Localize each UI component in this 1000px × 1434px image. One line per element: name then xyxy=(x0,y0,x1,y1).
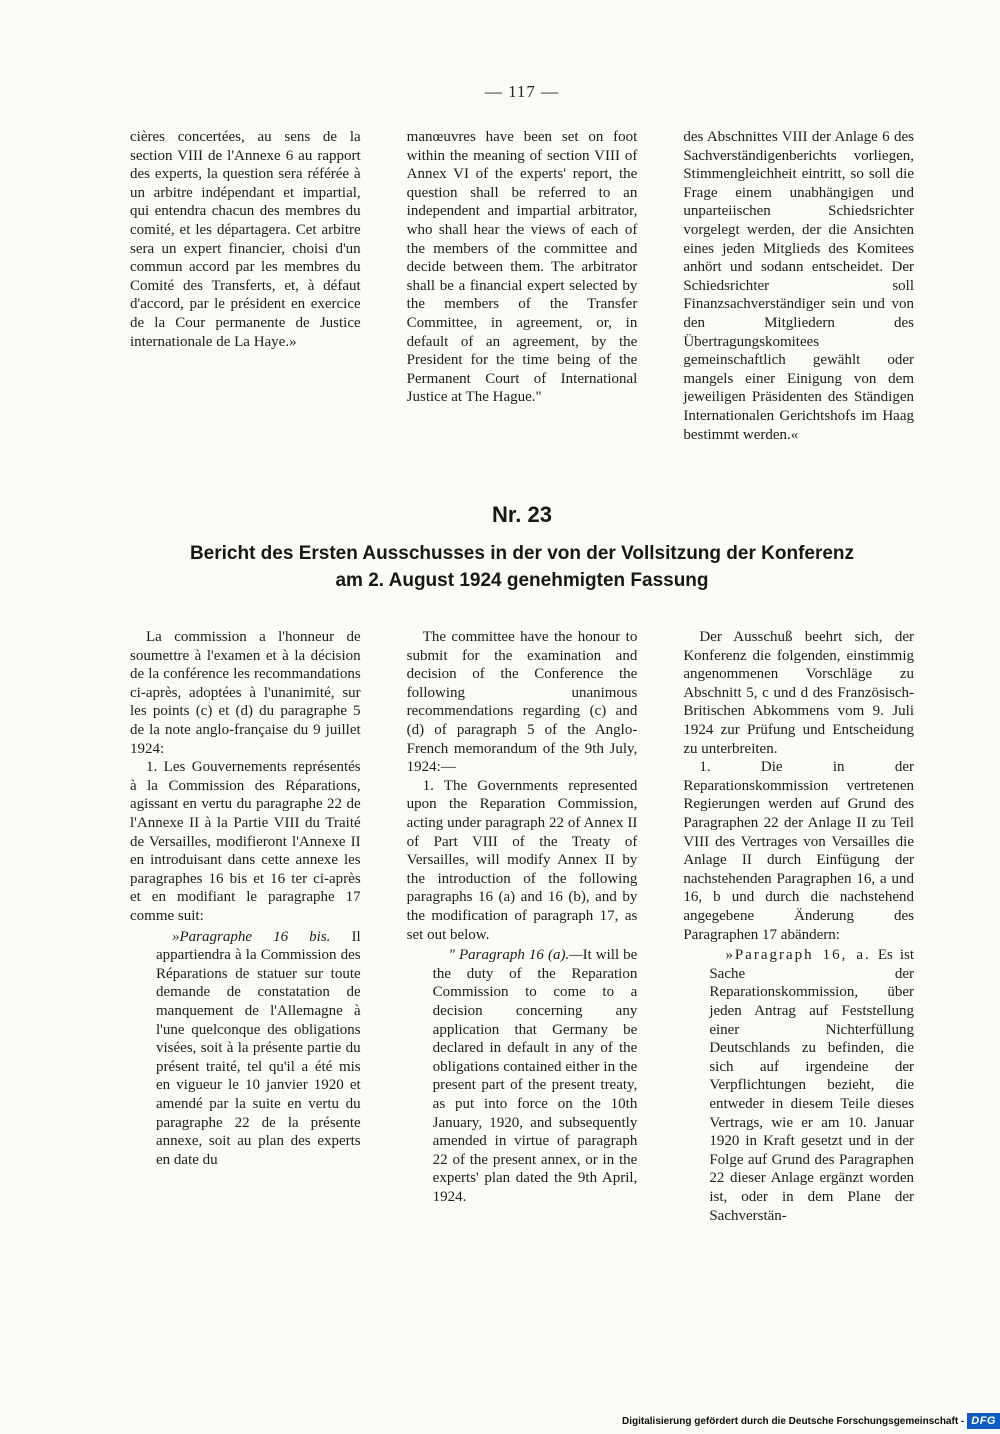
report-title-line1: Bericht des Ersten Ausschusses in der von der Vollsitzung der Konferenz xyxy=(189,543,855,565)
quote-lead-german: »Paragraph 16, a. xyxy=(725,947,871,964)
column-french xyxy=(130,128,361,444)
column-english xyxy=(407,628,638,1225)
page-number: — 117 — xyxy=(484,82,560,101)
section-top-columns xyxy=(130,128,914,444)
digitization-credit-text: Digitalisierung gefördert durch die Deutsche Forschungsgemeinschaft - xyxy=(621,1415,965,1427)
section-main-columns xyxy=(130,628,914,1225)
column-german xyxy=(683,628,914,1225)
paragraph-english-intro: The committee have the honour to submit for the examination and decision of the Conference the following unanimous recommendations regarding (c) and (d) of paragraph 5 of the Anglo-French memorandum of the 9th July, 1924:— xyxy=(406,629,638,776)
quote-lead-french: »Paragraphe 16 bis. xyxy=(172,928,331,945)
quote-body-english: It will be the duty of the Reparation Commission to come to a decision concerning any application that Germany be declared in default in any of the obligations contained either in the present part of the present treaty, as put into force on the 10th January, 1920, and subsequently amended in virtue of paragraph 22 of the present annex, or in the experts' plan dated the 9th April, 1924. xyxy=(432,947,638,1205)
paragraph-french-continued: cières concertées, au sens de la section VIII de l'Annexe 6 au rapport des experts, la question sera référée à un arbitre indépendant et impartial, qui entendra chacun des membres du comité, et les départagera. Cet arbitre sera un expert financier, choisi d'un commun accord par les membres du Comité des Transferts, et, à défaut d'accord, par le président en exercice de la Cour permanente de Justice internationale de La Haye.» xyxy=(130,129,361,350)
report-title-line2: am 2. August 1924 genehmigten Fassung xyxy=(335,570,709,592)
report-heading xyxy=(130,502,914,594)
digitization-credit xyxy=(622,1413,1000,1429)
paragraph-french-quote xyxy=(130,928,361,1170)
paragraph-english-quote xyxy=(407,946,638,1206)
paragraph-french-intro: La commission a l'honneur de soumettre à l'examen et à la décision de la conférence les recommandations ci-après, adoptées à l'unanimité, sur les points (c) et (d) du paragraphe 5 de la note anglo-française du 9 juillet 1924: xyxy=(130,629,361,757)
column-english xyxy=(407,128,638,444)
quote-body-german: Es ist Sache der Reparationskommission, über jeden Antrag auf Feststellung einer Nichterfüllung Deutschlands zu befinden, die sich auf irgendeine der Verpflichtungen bezieht, die entweder in diesem Teile dieses Vertrags, wie er am 10. Januar 1920 in Kraft gesetzt und in der Folge auf Grund des Paragraphen 22 dieser Anlage ergänzt worden ist, oder in dem Plane der Sachverstän- xyxy=(709,947,914,1224)
paragraph-french-item1: 1. Les Gouvernements représentés à la Commission des Réparations, agissant en vertu du paragraphe 22 de l'Annexe II à la Partie VIII du Traité de Versailles, modifieront l'Annexe II en introduisant dans cette annexe les paragraphes 16 bis et 16 ter ci-après et en modifiant le paragraphe 17 comme suit: xyxy=(130,759,361,924)
report-title xyxy=(130,540,914,594)
report-number: Nr. 23 xyxy=(492,502,552,528)
column-german xyxy=(683,128,914,444)
column-french xyxy=(130,628,361,1225)
paragraph-german-quote xyxy=(683,946,914,1225)
paragraph-german-intro: Der Ausschuß beehrt sich, der Konferenz die folgenden, einstimmig angenommenen Vorschläge zu Abschnitt 5, c und d des Französisch-Britischen Abkommens vom 9. Juli 1924 zur Prüfung und Entscheidung zu unterbreiten. xyxy=(683,629,914,757)
paragraph-english-item1: 1. The Governments represented upon the Reparation Commission, acting under paragraph 22 of Annex II of Part VIII of the Treaty of Versailles, will modify Annex II by the introduction of the following paragraphs 16 (a) and 16 (b), and by the modification of paragraph 17, as set out below. xyxy=(406,777,638,943)
quote-lead-english: " Paragraph 16 (a).— xyxy=(448,947,583,964)
dfg-logo: DFG xyxy=(967,1413,1000,1429)
paragraph-english-continued: manœuvres have been set on foot within the meaning of section VIII of Annex VI of the experts' report, the question shall be referred to an independent and impartial arbitrator, who shall hear the views of each of the members of the committee and decide between them. The arbitrator shall be a financial expert selected by the members of the Transfer Committee, in agreement, or, in default of an agreement, by the President for the time being of the Permanent Court of International Justice at The Hague." xyxy=(406,129,638,406)
paragraph-german-item1: 1. Die in der Reparationskommission vertretenen Regierungen werden auf Grund des Paragraphen 22 der Anlage II zu Teil VIII des Vertrages von Versailles die Anlage II durch Einfügung der nachstehenden Paragraphen 16, a und 16, b und durch die nachstehend angegebene Änderung des Paragraphen 17 abändern: xyxy=(683,759,914,943)
paragraph-german-continued: des Abschnittes VIII der Anlage 6 des Sachverständigenberichts vorliegen, Stimmengleichheit eintritt, so soll die Frage einem unabhängigen und unparteiischen Schiedsrichter vorgelegt werden, der die Ansichten eines jeden Mitglieds des Komitees anhört und sodann entscheidet. Der Schiedsrichter soll Finanzsachverständiger sein und von den Mitgliedern des Übertragungskomitees gemeinschaftlich gewählt oder mangels einer Einigung von dem jeweiligen Präsidenten des Ständigen Internationalen Gerichtshofs im Haag bestimmt werden.« xyxy=(683,129,914,443)
quote-body-french: Il appartiendra à la Commission des Réparations de statuer sur toute demande de constatation de manquement de l'Allemagne à l'une quelconque des obligations visées, soit à la présente partie du présent traité, tel qu'il a été mis en vigueur le 10 janvier 1920 et amendé par la suite en vertu du paragraphe 22 de la présente annexe, soit au plan des experts en date du xyxy=(156,928,361,1168)
